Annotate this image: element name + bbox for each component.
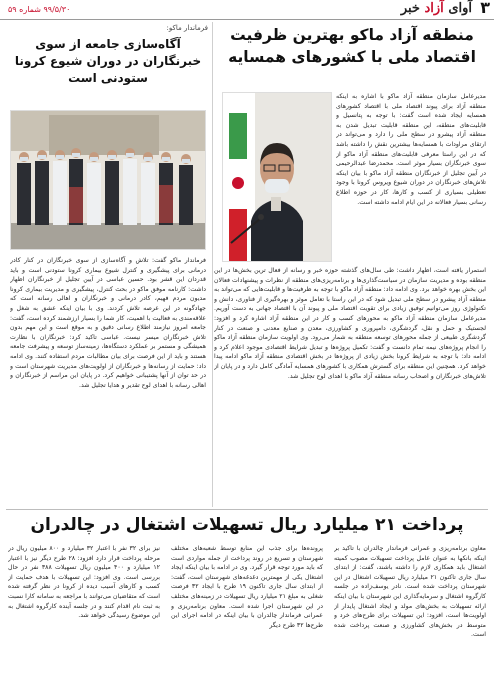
bottom-article-paragraph-1: معاون برنامه‌ریزی و عمرانی فرماندار چالدران با تاکید بر اینکه بانکها به عنوان عامل پرداخت تسهیلات مصوب کمیته اشتغال باید همکاری لازم را داشته باشند، گفت: از ابتدای سال جاری تاکنون ۲۱ میلیارد ریال تسهیلات اشتغال در این شهرستان پرداخت شده است. نادر یوسف‌زاده در جلسه کارگروه اشتغال و سرمایه‌گذاری این شهرستان با بیان اینکه ارائه تسهیلات به بخش‌های مولد و ایجاد اشتغال پایدار از اولویت‌ها است، افزود: این تسهیلات برای طرح‌های خرد و متوسط در بخش‌های کشاورزی و صنعت پرداخت شده است. bbox=[334, 545, 486, 639]
bottom-article-column-3 bbox=[8, 544, 160, 696]
bottom-article-paragraph-3: نیز برای ۳۲ نفر با اعتبار ۳۲ میلیارد و ۸۰۰ میلیون ریال در مرحله پرداخت قرار دارد افزود: ۲۸ طرح دیگر نیز با اعتبار ۱۲ میلیارد و ۴۰۰ میلیون ریال تسهیلات ۳۸۸ نفر در حال بررسی است. وی افزود: این تسهیلات با هدف حمایت از کسب و کارهای آسیب دیده از کرونا در نظر گرفته شده است که متقاضیان می‌توانند با مراجعه به سامانه کارا نسبت به ثبت نام اقدام کنند و در جلسه آینده کارگروه اشتغال به این موضوع رسیدگی خواهد شد. bbox=[8, 545, 160, 620]
main-article-column-full bbox=[214, 266, 486, 506]
logo-tail: خبر bbox=[400, 1, 420, 16]
side-article-body bbox=[10, 256, 206, 506]
side-article-paragraph: فرماندار ماکو گفت: تلاش و آگاه‌سازی از سوی خبرنگاران در کنار کادر درمانی برای پیشگیری و کنترل شیوع بیماری کرونا ستودنی است و باید قدردان این قشر بود. حسین عباسی در آیین تجلیل از خبرنگاران اظهار داشت: کارنامه موفق ماکو در بحث کنترل، پیشگیری و مدیریت بیماری کرونا مدیون مردم فهیم، کادر درمانی و خبرنگاران و اهالی رسانه است که جهادگونه در این عرصه تلاش کردند. وی با بیان اینکه عشق به شغل و علاقه‌مندی به فعالیت با اهمیت، کار شما را بسیار ارزشمند کرده است، گفت: جامعه امروز نیازمند اطلاع رسانی دقیق و به موقع است و این مهم بدون تلاش خبرنگاران میسر نیست. عباسی تاکید کرد: خبرنگاران با نظارت همیشگی و مستمر بر عملکرد دستگاه‌ها، زمینه‌ساز توسعه و پیشرفت جامعه هستند و باید از این فرصت برای بیان مطالبات مردم استفاده کنند. وی ادامه داد: حمایت از رسانه‌ها و خبرنگاران از اولویت‌های مدیریت شهرستان است و در حد توان از آنها پشتیبانی خواهیم کرد. در پایان این مراسم از خبرنگاران و اهالی رسانه با اهدای لوح تقدیر و هدایا تجلیل شد. bbox=[10, 257, 206, 389]
side-headline: آگاه‌سازی جامعه از سوی خبرنگاران در دوران شیوع کرونا ستودنی است bbox=[14, 37, 202, 85]
newspaper-logo bbox=[401, 1, 472, 16]
official-photo bbox=[222, 92, 332, 262]
main-headline: منطقه آزاد ماکو بهترین ظرفیت اقتصاد ملی با کشورهای همسایه bbox=[228, 26, 476, 66]
bottom-article-column-2 bbox=[171, 544, 323, 696]
section-divider bbox=[6, 509, 488, 510]
bottom-headline-block bbox=[6, 515, 488, 535]
page-number: ۳ bbox=[480, 0, 490, 17]
main-article-paragraph-2: استمرار یافته است، اظهار داشت: طی سال‌های گذشته حوزه خبر و رسانه از فعال ترین بخش‌ها در این منطقه بوده و مدیریت سازمان در سیاست‌گذاری‌ها و برنامه‌ریزی‌های منطقه از نظرات و پیشنهادات فعالان این بخش بهره خواهد برد. وی ادامه داد: منطقه آزاد ماکو با توجه به ظرفیت‌ها و قابلیت‌هایی که می‌تواند به منطقه آزاد پیشرو در سطح ملی تبدیل شود که در این راستا با تعامل موثر و بهره‌گیری از فناوری، دانش و تکنولوژی روز می‌توانیم توفیق زیادی برای تقویت اقتصاد ملی و پیوند آن با اقتصاد جهانی به دست آوریم. مدیرعامل سازمان منطقه آزاد ماکو به محورهای کسب و کار در این منطقه آزاد اشاره کرد و افزود: لجستیک و حمل و نقل، گردشگری، دامپروری و کشاورزی، معدن و صنایع معدنی و صنعت در کنار گردشگری طبیعی از جمله محورهای توسعه منطقه به شمار می‌رود. وی اولویت سازمان منطقه آزاد ماکو را انجام پروژه‌های نیمه تمام دانست و گفت: تکمیل پروژه‌ها و تبدیل شرایط اقتصادی موجود اعلام کرد و ادامه داد: با توجه به شرایط کرونا بخش زیادی از پروژه‌ها در بخش اقتصادی منطقه آزاد ماکو ادامه پیدا خواهد کرد. همچنین این منطقه برای گسترش همکاری با کشورهای همسایه آمادگی کامل دارد و در پایان از تلاش‌های خبرنگاران و اصحاب رسانه منطقه آزاد ماکو با اهدای لوح تجلیل شد. bbox=[214, 267, 486, 380]
main-article-column-right bbox=[336, 92, 486, 262]
bottom-headline: پرداخت ۲۱ میلیارد ریال تسهیلات اشتغال در چالدران bbox=[30, 515, 464, 535]
group-photo bbox=[10, 110, 206, 250]
group-photo-illustration bbox=[10, 111, 205, 250]
logo-accent: آزاد bbox=[424, 1, 444, 16]
side-headline-block bbox=[8, 36, 208, 87]
official-photo-illustration bbox=[222, 93, 331, 262]
side-kicker: فرماندار ماکو: bbox=[166, 24, 208, 32]
main-article-paragraph-1: مدیرعامل سازمان منطقه آزاد ماکو با اشاره به اینکه منطقه آزاد برای پیوند اقتصاد ملی با اقتصاد کشورهای همسایه ایجاد شده است گفت: با توجه به پتانسیل و قابلیت‌های منطقه، این منطقه قابلیت تبدیل شدن به منطقه آزاد پیشرو در سطح ملی را دارد و می‌تواند در ارتقای مراودات با همسایه‌ها بیشترین نقش را داشته باشد که در این راستا معرفی قابلیت‌های منطقه آزاد ماکو از سوی خبرنگاران بسیار موثر است. محمدرضا عبدالرحیمی در آیین تجلیل از خبرنگاران منطقه آزاد ماکو با بیان اینکه تلاش‌های خبرنگاران در دوران شیوع ویروس کرونا با وجود تعطیلی بسیاری از کسب و کارها، کار در حوزه اطلاع رسانی بسیار فعالانه در این ایام ادامه داشته است. bbox=[336, 93, 486, 206]
issue-line: ۹۹/۵/۳۰ شماره ۵۹ bbox=[8, 5, 71, 14]
bottom-article-paragraph-2: پرونده‌ها برای جذب این منابع توسط شعبه‌های مختلف شهرستان و تسریع در روند پرداخت از جمله مواردی است که باید مورد توجه قرار گیرد. وی در ادامه با بیان اینکه ایجاد اشتغال یکی از مهمترین دغدغه‌های شهرستان است، گفت: از ابتدای سال جاری تاکنون ۱۹ طرح با ایجاد ۳۲ فرصت شغلی به مبلغ ۲۱ میلیارد ریال تسهیلات در زمینه‌های مختلف در این شهرستان اجرا شده است. معاون برنامه‌ریزی و عمرانی فرماندار چالدران با بیان اینکه در ادامه اجرای این طرح‌ها ۳۲ طرح دیگر bbox=[171, 545, 323, 629]
column-divider bbox=[212, 22, 213, 507]
bottom-article-column-1 bbox=[334, 544, 486, 696]
main-headline-block bbox=[218, 24, 486, 68]
logo-main: آوای bbox=[448, 1, 472, 16]
masthead bbox=[0, 0, 494, 20]
